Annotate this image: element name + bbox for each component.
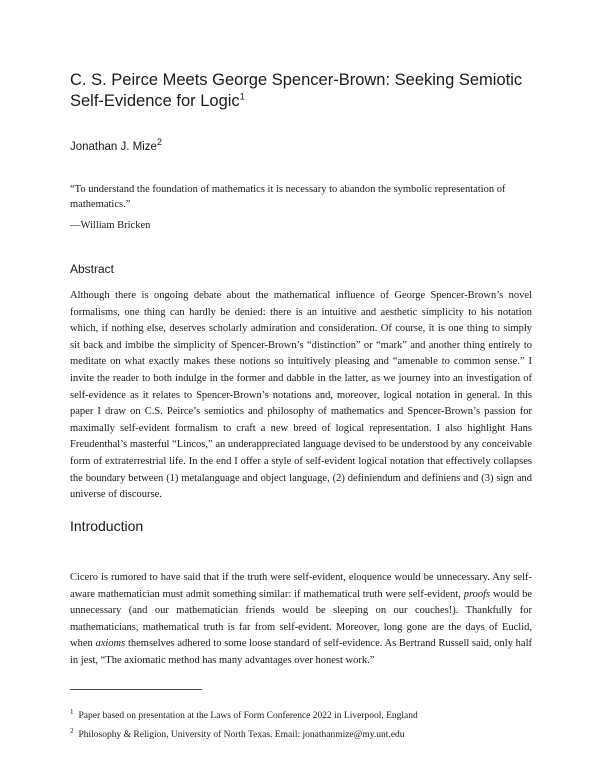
footnote-2 [70,725,405,741]
introduction-heading: Introduction [70,518,144,534]
footnote-1-number: 1 [70,708,74,716]
intro-text-2: would be unnecessary (and our mathematician friends would be sleeping on our couches!). Thankfully for mathematicians, mathematical truth is far from self-evident. Moreover, long gone are the days of Euclid, when [70,588,532,650]
footnote-2-number: 2 [70,727,74,735]
author-name: Jonathan J. Mize [70,141,157,153]
footnote-1-text: Paper based on presentation at the Laws of Form Conference 2022 in Liverpool, England [78,711,418,722]
footnote-2-text: Philosophy & Religion, University of North Texas. Email: jonathanmize@my.unt.edu [78,730,405,741]
introduction-paragraph [70,570,532,670]
intro-text-3: themselves adhered to some loose standard of self-evidence. As Bertrand Russell said, only half in jest, “The axiomatic method has many advantages over honest work.” [70,638,533,666]
footnote-1 [70,706,418,722]
abstract-heading: Abstract [70,262,115,276]
author-line [70,137,162,153]
paper-title-text: C. S. Peirce Meets George Spencer-Brown: Seeking Semiotic Self-Evidence for Logic [70,71,523,110]
footnote-divider [70,689,202,690]
paper-title [70,70,540,112]
epigraph-attribution: —William Bricken [70,220,151,231]
intro-text-1: Cicero is rumored to have said that if the truth were self-evident, eloquence would be unnecessary. Any self-aware mathematician must admit something similar: if mathematical truth were self-evident, [70,572,532,600]
epigraph-quote: “To understand the foundation of mathematics it is necessary to abandon the symbolic representation of mathematics.” [70,184,506,210]
intro-emphasis-proofs: proofs [463,588,491,600]
author-footnote-mark[interactable]: 2 [156,137,162,148]
abstract-body: Although there is ongoing debate about the mathematical influence of George Spencer-Brown’s novel formalisms, one thing can hardly be denied: there is an intuitive and aesthetic simplicity to his notation which, if nothing else, deserves scholarly admiration and consideration. Of course, it is one thing to simply sit back and imbibe the simplicity of Spencer-Brown’s “distinction” or “mark” and another thing entirely to meditate on what exactly makes these notions so intuitively pleasing and “amenable to common sense.” I invite the reader to both indulge in the former and dabble in the latter, as we journey into an investigation of self-evidence as it relates to Spencer-Brown’s notations and, moreover, logical notation in general. In this paper I draw on C.S. Peirce’s semiotics and philosophy of mathematics and Spencer-Brown’s passion for maximally self-evident formalism to craft a new breed of logical representation. I also highlight Hans Freudenthal’s masterful “Lincos,” an underappreciated language devised to be understood by any conceivable form of extraterrestrial life. In the end I offer a style of self-evident logical notation that effectively collapses the boundary between (1) metalanguage and object language, (2) definiendum and definiens and (3) sign and universe of discourse. [70,290,532,501]
title-footnote-mark[interactable]: 1 [239,91,245,102]
intro-emphasis-axioms: axioms [95,638,126,650]
